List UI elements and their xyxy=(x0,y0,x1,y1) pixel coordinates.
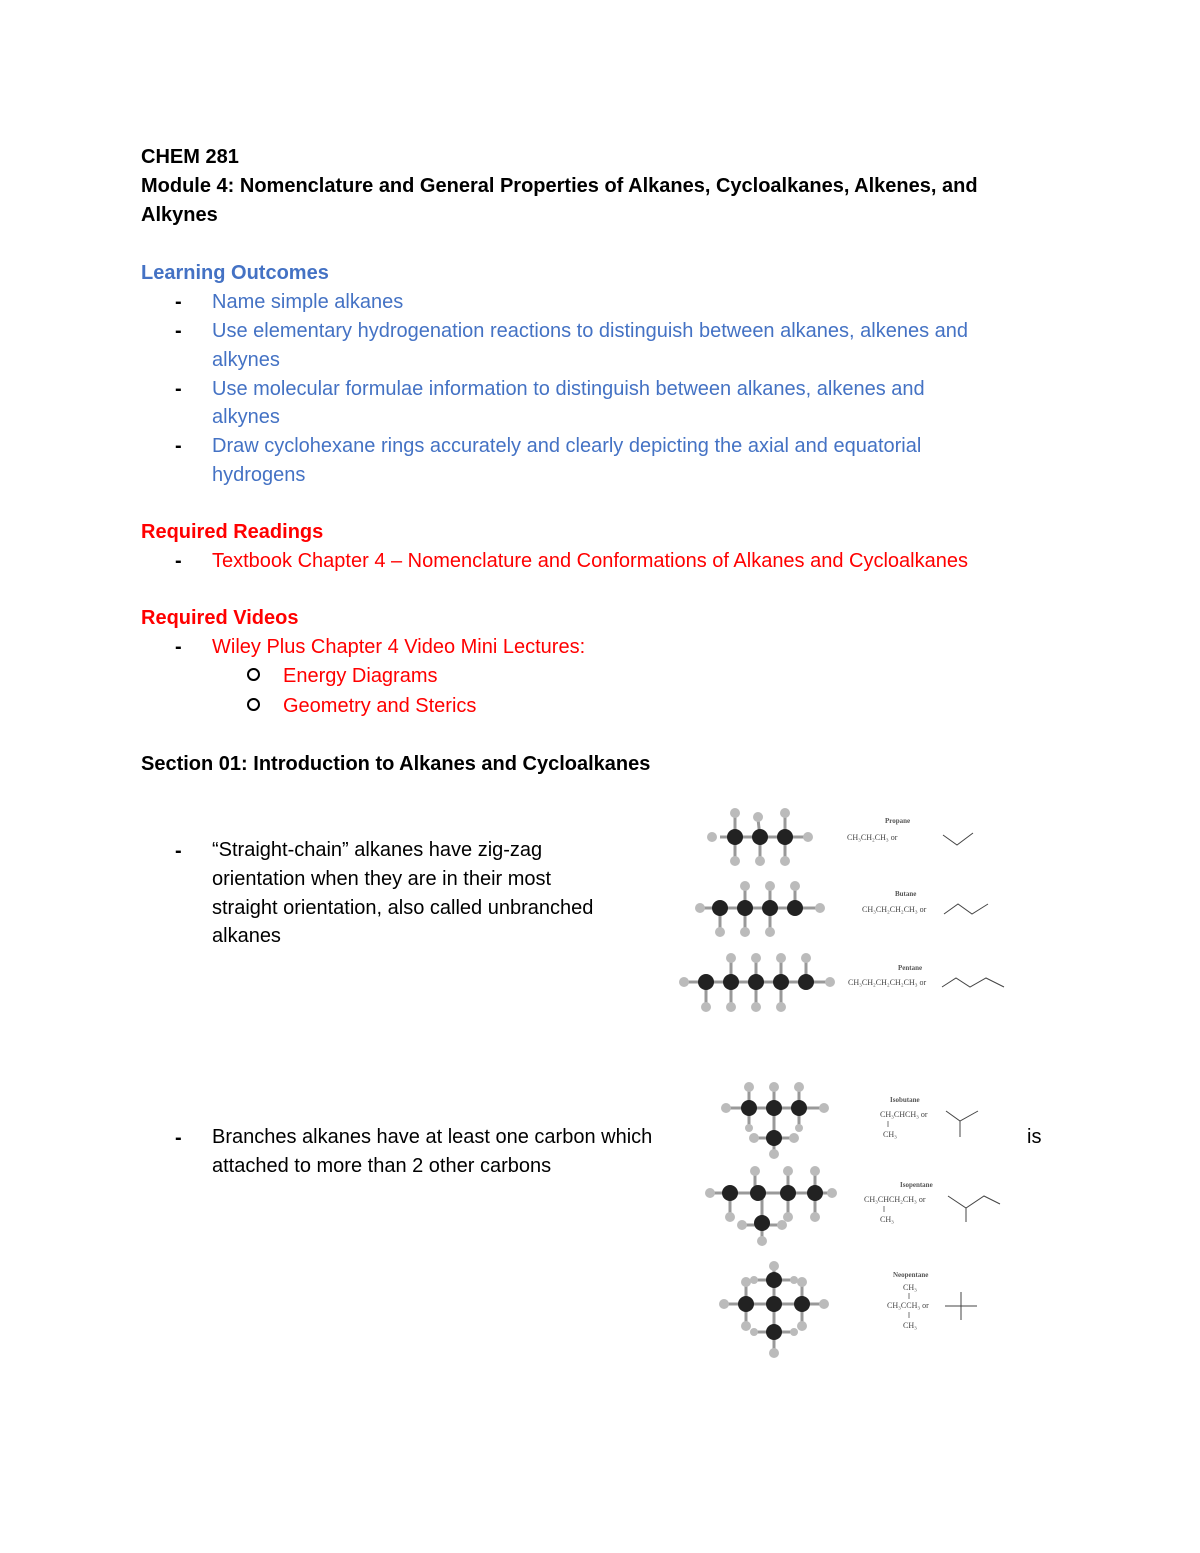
required-readings-heading: Required Readings xyxy=(141,521,324,543)
circle-bullet-icon xyxy=(247,668,260,681)
butane-ball-stick-model xyxy=(690,878,830,938)
course-code: CHEM 281 xyxy=(141,146,239,168)
outcome-4-line1: Draw cyclohexane rings accurately and clearly depicting the axial and equatorial xyxy=(212,435,922,457)
neopentane-name: Neopentane xyxy=(893,1271,929,1279)
neopentane-formula: CH₃CCH₃ or xyxy=(887,1301,929,1310)
bullet-dash: - xyxy=(175,435,182,457)
butane-structure xyxy=(860,886,1010,926)
straight-chain-text-line1: “Straight-chain” alkanes have zig-zag xyxy=(212,839,543,861)
pentane-name: Pentane xyxy=(898,964,923,972)
bullet-dash: - xyxy=(175,291,182,313)
video-subitem-energy-diagrams: Energy Diagrams xyxy=(283,665,438,687)
bullet-dash: - xyxy=(175,550,182,572)
isopentane-structure xyxy=(850,1178,1010,1228)
outcome-1: Name simple alkanes xyxy=(212,291,404,313)
module-title-line1: Module 4: Nomenclature and General Properties of Alkanes, Cycloalkanes, Alkenes, and xyxy=(141,175,978,197)
isobutane-structure xyxy=(850,1093,1000,1143)
pentane-structure xyxy=(846,960,1016,1000)
branched-text-tail: is xyxy=(1027,1126,1042,1148)
outcome-3-line2: alkynes xyxy=(212,406,280,428)
butane-name: Butane xyxy=(895,890,917,898)
bullet-dash: - xyxy=(175,840,182,862)
bullet-dash: - xyxy=(175,1127,182,1149)
bullet-dash: - xyxy=(175,636,182,658)
neopentane-sub: CH₃ xyxy=(903,1321,917,1330)
circle-bullet-icon xyxy=(247,698,260,711)
propane-ball-stick-model xyxy=(700,805,820,865)
isobutane-name: Isobutane xyxy=(890,1096,920,1104)
straight-chain-text-line3: straight orientation, also called unbranched xyxy=(212,897,594,919)
bullet-dash: - xyxy=(175,378,182,400)
branched-text-line1: Branches alkanes have at least one carbon which xyxy=(212,1126,653,1148)
isopentane-name: Isopentane xyxy=(900,1181,933,1189)
section-01-heading: Section 01: Introduction to Alkanes and Cycloalkanes xyxy=(141,753,651,775)
pentane-ball-stick-model xyxy=(678,950,838,1014)
straight-chain-text-line2: orientation when they are in their most xyxy=(212,868,552,890)
isopentane-ball-stick-model xyxy=(700,1163,840,1247)
branched-text-line2: attached to more than 2 other carbons xyxy=(212,1155,552,1177)
isobutane-formula: CH₃CHCH₃ or xyxy=(880,1110,928,1119)
outcome-2-line1: Use elementary hydrogenation reactions to distinguish between alkanes, alkenes and xyxy=(212,320,969,342)
propane-name: Propane xyxy=(885,817,911,825)
bullet-dash: - xyxy=(175,320,182,342)
propane-formula: CH₃CH₂CH₃ or xyxy=(847,833,898,842)
neopentane-ball-stick-model xyxy=(714,1262,834,1358)
neopentane-structure xyxy=(855,1268,1005,1338)
isopentane-sub: CH₃ xyxy=(880,1215,894,1224)
isobutane-sub: CH₃ xyxy=(883,1130,897,1139)
straight-chain-text-line4: alkanes xyxy=(212,925,281,947)
neopentane-top: CH₃ xyxy=(903,1283,917,1292)
learning-outcomes-heading: Learning Outcomes xyxy=(141,262,329,284)
video-subitem-geometry-sterics: Geometry and Sterics xyxy=(283,695,477,717)
outcome-3-line1: Use molecular formulae information to distinguish between alkanes, alkenes and xyxy=(212,378,925,400)
pentane-formula: CH₃CH₂CH₂CH₂CH₃ or xyxy=(848,978,927,987)
isopentane-formula: CH₃CHCH₂CH₃ or xyxy=(864,1195,926,1204)
video-item-1: Wiley Plus Chapter 4 Video Mini Lectures: xyxy=(212,636,586,658)
outcome-2-line2: alkynes xyxy=(212,349,280,371)
required-videos-heading: Required Videos xyxy=(141,607,299,629)
outcome-4-line2: hydrogens xyxy=(212,464,306,486)
butane-formula: CH₃CH₂CH₂CH₃ or xyxy=(862,905,927,914)
module-title-line2: Alkynes xyxy=(141,204,218,226)
propane-structure xyxy=(845,813,985,853)
reading-item-1: Textbook Chapter 4 – Nomenclature and Conformations of Alkanes and Cycloalkanes xyxy=(212,550,968,572)
isobutane-ball-stick-model xyxy=(714,1080,834,1160)
